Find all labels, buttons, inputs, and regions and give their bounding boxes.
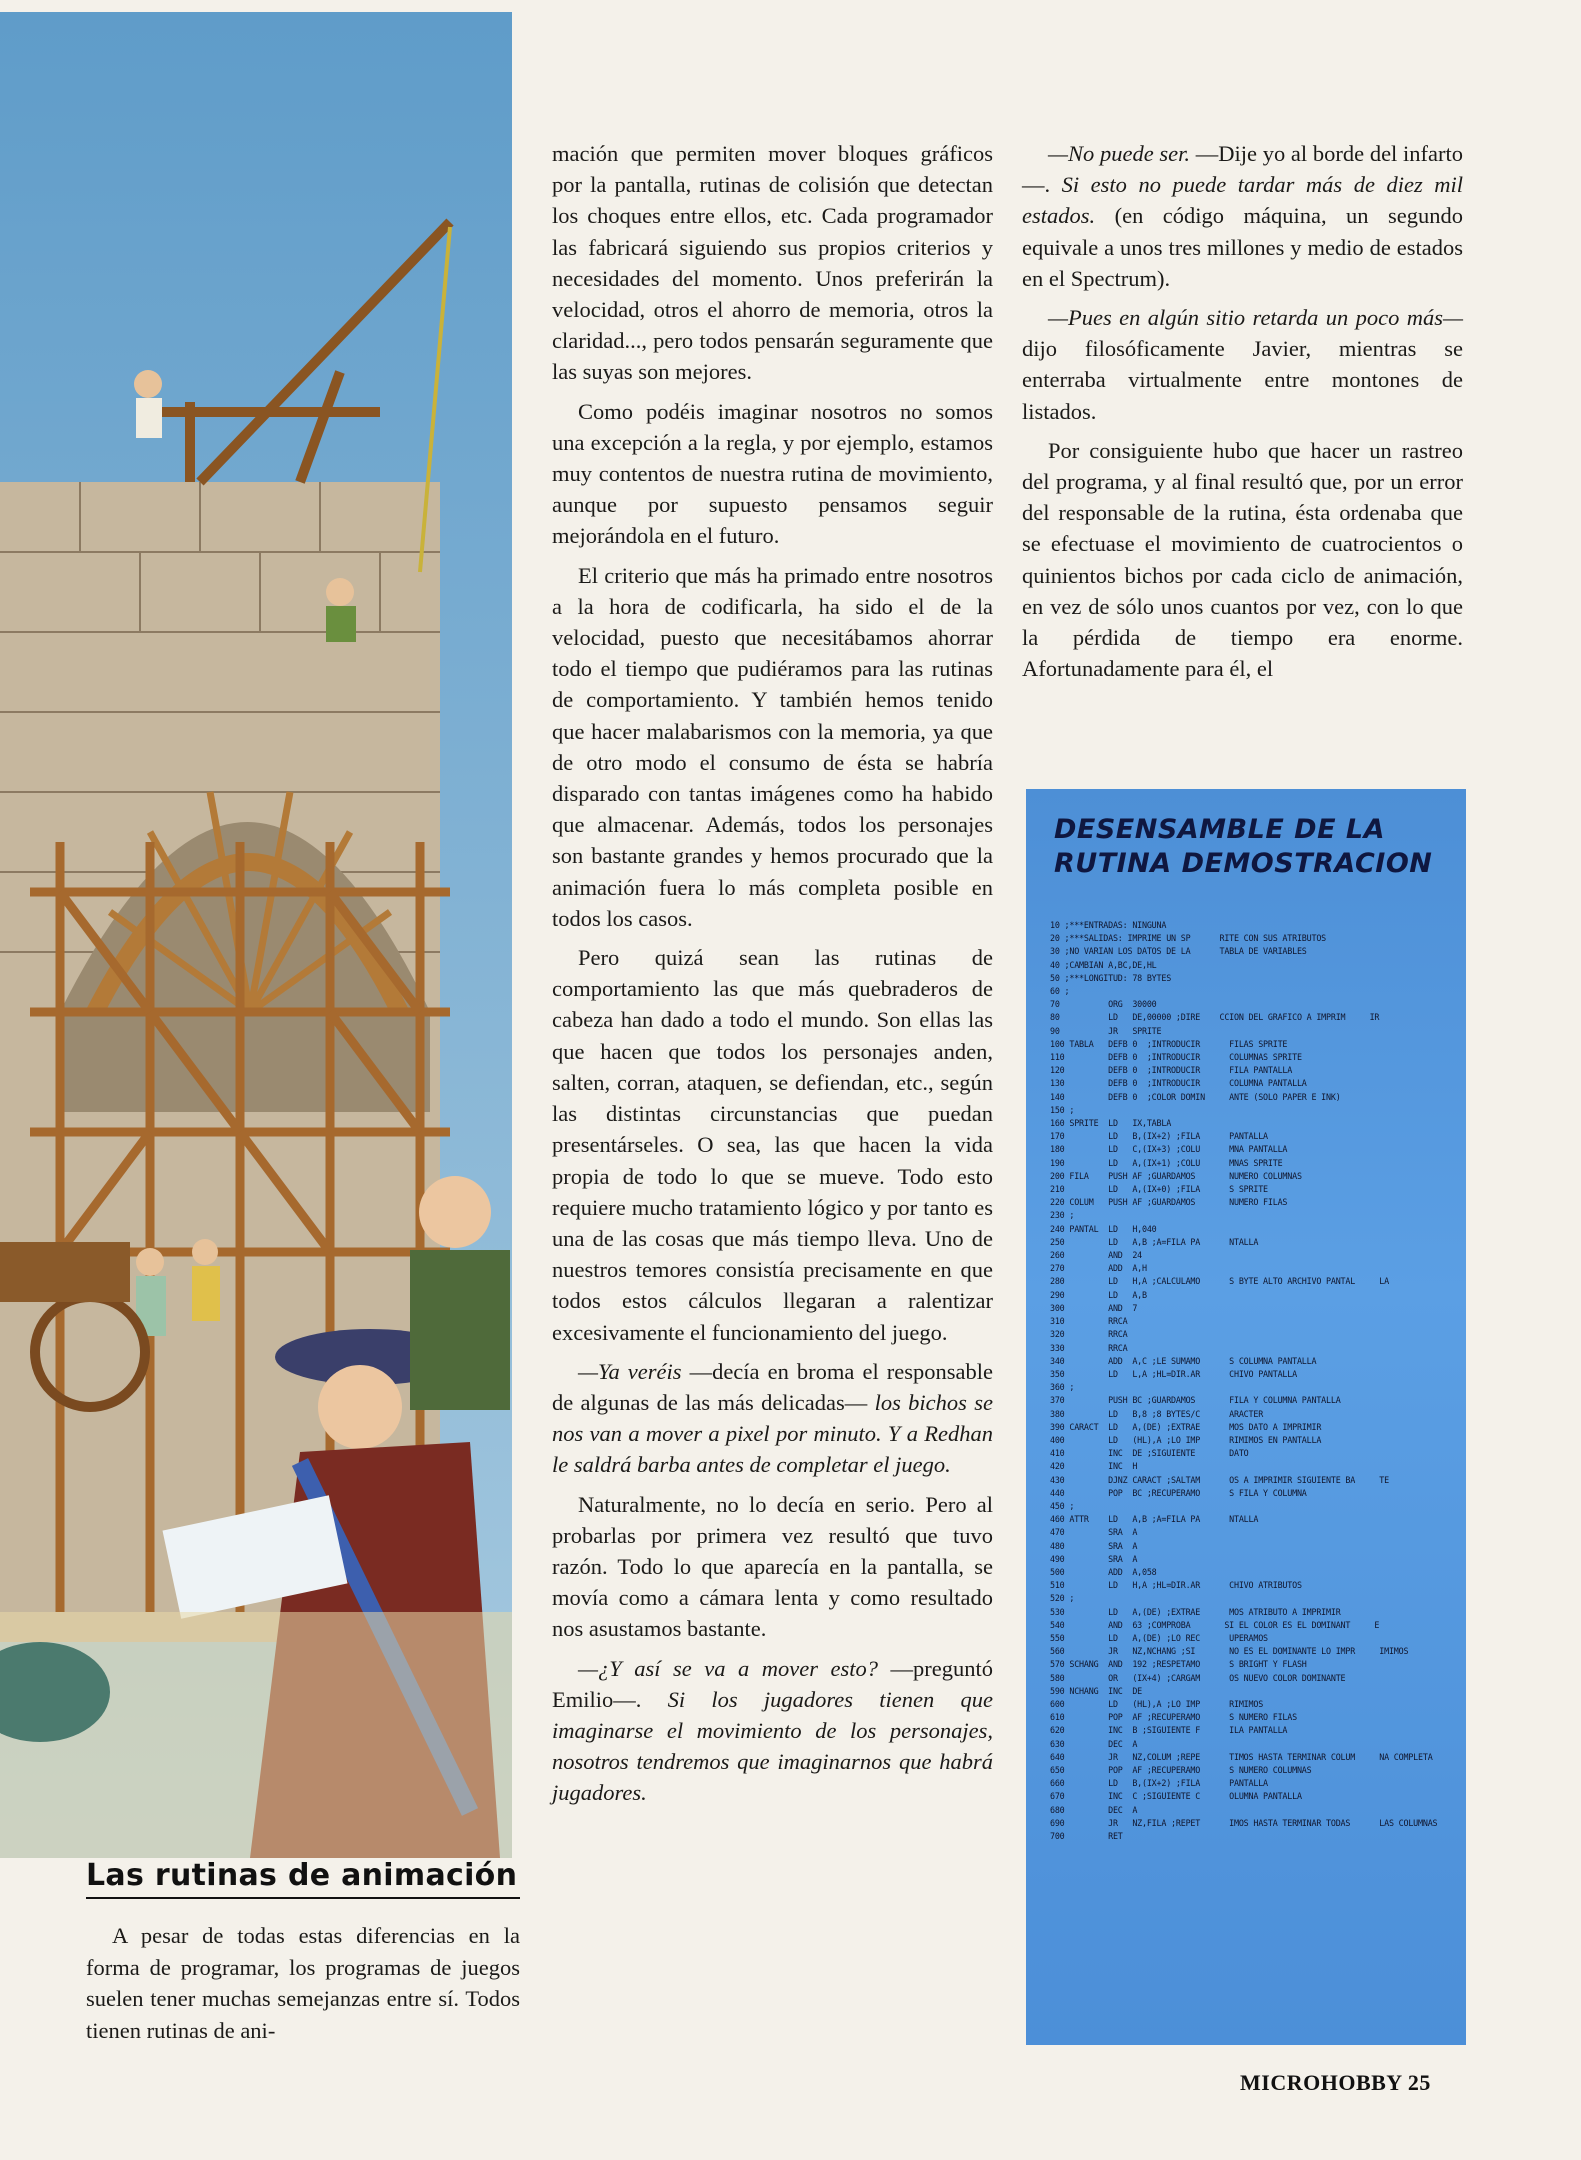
paragraph-dialogue <box>1022 138 1463 294</box>
dialogue-italic: —¿Y así se va a mover esto? <box>578 1655 879 1681</box>
paragraph: Por consiguiente hubo que hacer un rastreo del programa, y al final resultó que, por un error del responsable de la rutina, ésta ordenaba que se efectuase el movimiento de cuatrocientos o quinientos bichos por cada ciclo de animación, en vez de sólo unos cuantos por vez, con lo que la pérdida de tiempo era enorme. Afortunadamente para él, el <box>1022 437 1463 682</box>
section-title: Las rutinas de animación <box>86 1858 520 1899</box>
disassembly-listing-box <box>1026 789 1466 2045</box>
cart <box>0 1242 130 1302</box>
paragraph: Naturalmente, no lo decía en serio. Pero al probarlas por primera vez resultó que tuvo razón. Todo lo que aparecía en la pantalla, se movía como a cámara lenta y como resultado nos asustamos bastante. <box>552 1491 993 1642</box>
dialogue-italic: —Ya veréis <box>578 1358 682 1384</box>
page-footer: MICROHOBBY 25 <box>1240 2070 1431 2095</box>
dialogue-italic: Si los jugadores tienen que imaginarse el movimiento de los personajes, nosotros tendremos que imaginarnos que habrá jugadores. <box>552 1686 993 1806</box>
paragraph-continued: mación que permiten mover bloques gráficos por la pantalla, rutinas de colisión que detectan los choques entre ellos, etc. Cada programador las fabricará siguiendo sus propios criterios y necesidades del momento. Unos preferirán la velocidad, otros el ahorro de memoria, otros la claridad..., pero todos pensarán seguramente que las suyas son mejores. <box>552 141 993 385</box>
paragraph: Como podéis imaginar nosotros no somos una excepción a la regla, y por ejemplo, estamos muy contentos de nuestra rutina de movimiento, aunque por supuesto pensamos seguir mejorándola en el futuro. <box>552 398 993 549</box>
dialogue-text: —decía en broma el responsable de algunas de las más delicadas— <box>552 1358 993 1415</box>
dialogue-italic: Si esto no puede tardar más de diez mil estados. <box>1022 172 1463 229</box>
dialogue-italic: —No puede ser. <box>1048 141 1191 166</box>
paragraph-dialogue <box>552 1356 993 1481</box>
text-column-middle <box>552 138 993 1809</box>
listing-title: DESENSAMBLE DE LA RUTINA DEMOSTRACION <box>1054 814 1433 879</box>
dialogue-italic: —Pues en algún sitio retarda un poco más— <box>1048 305 1463 331</box>
dialogue-text: (en código máquina, un segundo equivale a unos tres millones y medio de estados en el Spectrum). <box>1022 203 1463 291</box>
text-column-left <box>86 1920 520 2046</box>
paragraph-dialogue <box>1022 302 1463 427</box>
paragraph-dialogue <box>552 1653 993 1809</box>
dialogue-text: dijo filosóficamente Javier, mientras se enterraba virtualmente entre montones de listados. <box>1022 336 1463 424</box>
illustration-drawing <box>0 12 512 1858</box>
dialogue-text: —Dije yo al borde del infarto—. <box>1022 141 1463 198</box>
ground <box>0 1612 512 1858</box>
dialogue-italic: los bichos se nos van a mover a pixel por minuto. Y a Redhan le saldrá barba antes de completar el juego. <box>552 1389 993 1478</box>
construction-illustration <box>0 12 512 1858</box>
text-column-right <box>1022 138 1463 684</box>
paragraph: El criterio que más ha primado entre nosotros a la hora de codificarla, ha sido el de la velocidad, puesto que necesitábamos ahorrar todo el tiempo que pudiéramos para las rutinas de comportamiento. Y también hemos tenido que hacer malabarismos con la memoria, ya que de otro modo el consumo de ésta se habría disparado con tantas imágenes como ha habido que almacenar. Además, todos los personajes son bastante grandes y hemos procurado que la animación fuera lo más completa posible en todos los casos. <box>552 562 993 931</box>
dialogue-text: —preguntó Emilio—. <box>552 1655 994 1712</box>
paragraph: A pesar de todas estas diferencias en la forma de programar, los programas de juegos suelen tener muchas semejanzas entre sí. Todos tienen rutinas de ani- <box>86 1923 520 2043</box>
assembly-listing: 10 ;***ENTRADAS: NINGUNA 20 ;***SALIDAS: IMPRIME UN SP RITE CON SUS ATRIBUTOS 30 ;NO VARIAN LOS DATOS DE LA TABLA DE VARIABLES 40 ;CAMBIAN A,BC,DE,HL 50 ;***LONGITUD: 78 BYTES 60 ; 70 ORG 30000 80 LD DE,00000 ;DIRE CCION DEL GRAFICO A IMPRIM IR 90 JR SPRITE 100 TABLA DEFB 0 ;INTRODUCIR FILAS SPRITE 110 DEFB 0 ;INTRODUCIR COLUMNAS SPRITE 120 DEFB 0 ;INTRODUCIR FILA PANTALLA 130 DEFB 0 ;INTRODUCIR COLUMNA PANTALLA 140 DEFB 0 ;COLOR DOMIN ANTE (SOLO PAPER E INK) 150 ; 160 SPRITE LD IX,TABLA 170 LD B,(IX+2) ;FILA PANTALLA 180 LD C,(IX+3) ;COLU MNA PANTALLA 190 LD A,(IX+1) ;COLU MNAS SPRITE 200 FILA PUSH AF ;GUARDAMOS NUMERO COLUMNAS 210 LD A,(IX+0) ;FILA S SPRITE 220 COLUM PUSH AF ;GUARDAMOS NUMERO FILAS 230 ; 240 PANTAL LD H,040 250 LD A,B ;A=FILA PA NTALLA 260 AND 24 270 ADD A,H 280 LD H,A ;CALCULAMO S BYTE ALTO ARCHIVO PANTAL LA 290 LD A,B 300 AND 7 310 RRCA 320 RRCA 330 RRCA 340 ADD A,C ;LE SUMAMO S COLUMNA PANTALLA 350 LD L,A ;HL=DIR.AR CHIVO PANTALLA 360 ; 370 PUSH BC ;GUARDAMOS FILA Y COLUMNA PANTALLA 380 LD B,8 ;8 BYTES/C ARACTER 390 CARACT LD A,(DE) ;EXTRAE MOS DATO A IMPRIMIR 400 LD (HL),A ;LO IMP RIMIMOS EN PANTALLA 410 INC DE ;SIGUIENTE DATO 420 INC H 430 DJNZ CARACT ;SALTAM OS A IMPRIMIR SIGUIENTE BA TE 440 POP BC ;RECUPERAMO S FILA Y COLUMNA 450 ; 460 ATTR LD A,B ;A=FILA PA NTALLA 470 SRA A 480 SRA A 490 SRA A 500 ADD A,058 510 LD H,A ;HL=DIR.AR CHIVO ATRIBUTOS 520 ; 530 LD A,(DE) ;EXTRAE MOS ATRIBUTO A IMPRIMIR 540 AND 63 ;COMPROBA SI EL COLOR ES EL DOMINANT E 550 LD A,(DE) ;LO REC UPERAMOS 560 JR NZ,NCHANG ;SI NO ES EL DOMINANTE LO IMPR IMIMOS 570 SCHANG AND 192 ;RESPETAMO S BRIGHT Y FLASH 580 OR (IX+4) ;CARGAM OS NUEVO COLOR DOMINANTE 590 NCHANG INC DE 600 LD (HL),A ;LO IMP RIMIMOS 610 POP AF ;RECUPERAMO S NUMERO FILAS 620 INC B ;SIGUIENTE F ILA PANTALLA 630 DEC A 640 JR NZ,COLUM ;REPE TIMOS HASTA TERMINAR COLUM NA COMPLETA 650 POP AF ;RECUPERAMO S NUMERO COLUMNAS 660 LD B,(IX+2) ;FILA PANTALLA 670 INC C ;SIGUIENTE C OLUMNA PANTALLA 680 DEC A 690 JR NZ,FILA ;REPET IMOS HASTA TERMINAR TODAS LAS COLUMNAS 700 RET <box>1050 920 1438 1842</box>
paragraph: Pero quizá sean las rutinas de comportamiento las que más quebraderos de cabeza han dado a todo el mundo. Son ellas las que hacen que todos los personajes anden, salten, corran, ataquen, se defiendan, etc., según las distintas circunstancias que puedan presentárseles. O sea, las que hacen la vida propia de todo lo que se mueve. Todo esto requiere mucho tratamiento lógico y por tanto es una de las cosas que más tiempo lleva. Uno de nuestros temores consistía precisamente en que todos estos cálculos llegaran a ralentizar excesivamente el funcionamiento del juego. <box>552 945 993 1345</box>
